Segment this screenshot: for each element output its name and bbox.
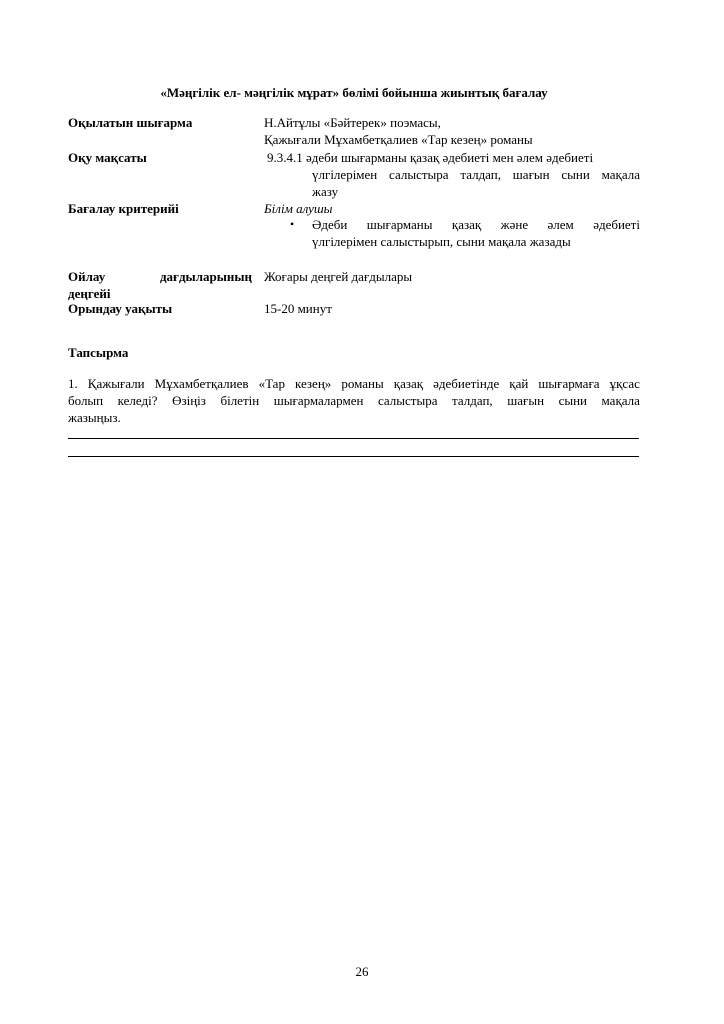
criteria-heading: Білім алушы <box>264 201 333 216</box>
criteria-text <box>312 216 640 250</box>
criteria-line-2: үлгілерімен салыстырып, сыни мақала жазады <box>312 234 571 249</box>
objective-value <box>267 149 640 200</box>
task-text <box>68 375 640 426</box>
work-value-line-2: Қажығали Мұхамбетқалиев «Тар кезең» романы <box>264 132 533 147</box>
answer-line[interactable] <box>68 456 639 457</box>
task-word: келеді? <box>117 393 158 408</box>
work-label: Оқылатын шығарма <box>68 115 193 130</box>
objective-line-3: жазу <box>312 184 339 199</box>
task-word: шығармалармен <box>273 393 364 408</box>
task-line-2 <box>68 392 640 409</box>
thinking-level-label-line-2: деңгейі <box>68 286 111 301</box>
task-word: талдап, <box>452 393 493 408</box>
task-word: білетін <box>220 393 260 408</box>
work-value-line-1: Н.Айтұлы «Бәйтерек» поэмасы, <box>264 115 441 130</box>
task-line-3: жазыңыз. <box>68 410 121 425</box>
criteria-word: және <box>500 217 529 232</box>
task-word: романы <box>341 376 384 391</box>
task-word: Өзіңіз <box>172 393 206 408</box>
task-word: әдебиетінде <box>433 376 500 391</box>
thinking-level-value: Жоғары деңгей дағдылары <box>264 269 413 284</box>
thinking-label-word-2: дағдыларының <box>159 269 252 284</box>
objective-line-1: 9.3.4.1 әдеби шығарманы қазақ әдебиеті мен әлем әдебиеті <box>267 150 594 165</box>
task-word: қай <box>509 376 529 391</box>
page-title: «Мәңгілік ел- мәңгілік мұрат» бөлімі бойынша жиынтық бағалау <box>160 85 548 100</box>
page-number: 26 <box>355 964 369 979</box>
criteria-line-1 <box>312 216 640 233</box>
task-word: салыстыра <box>377 393 438 408</box>
time-value: 15-20 минут <box>264 301 332 316</box>
criteria-word: әдебиеті <box>593 217 640 232</box>
thinking-level-label <box>68 268 252 302</box>
answer-line[interactable] <box>68 438 639 439</box>
thinking-label-word-1: Ойлау <box>68 269 106 284</box>
time-label: Орындау уақыты <box>68 301 173 316</box>
task-word: мақала <box>601 393 640 408</box>
task-word: Қажығали <box>87 376 145 391</box>
task-word: қазақ <box>393 376 424 391</box>
task-word: Мұхамбетқалиев <box>154 376 249 391</box>
criteria-label: Бағалау критерийі <box>68 201 179 216</box>
criteria-word: шығарманы <box>366 217 433 232</box>
objective-label: Оқу мақсаты <box>68 150 147 165</box>
task-word: шағын <box>507 393 545 408</box>
work-value <box>264 114 640 148</box>
criteria-word: Әдеби <box>312 217 348 232</box>
objective-line-2: үлгілерімен салыстыра талдап, шағын сыни мақала <box>312 167 640 182</box>
task-word: болып <box>68 393 104 408</box>
bullet-icon: • <box>290 217 295 231</box>
task-word: «Тар <box>258 376 285 391</box>
task-word: сыни <box>558 393 587 408</box>
criteria-word: қазақ <box>451 217 482 232</box>
criteria-word: әлем <box>547 217 574 232</box>
task-word: кезең» <box>295 376 332 391</box>
task-line-1 <box>68 375 640 392</box>
task-word: ұқсас <box>609 376 640 391</box>
task-word: шығармаға <box>538 376 600 391</box>
task-word: 1. <box>68 376 78 391</box>
task-heading: Тапсырма <box>68 345 129 360</box>
thinking-level-label-line-1 <box>68 268 252 285</box>
